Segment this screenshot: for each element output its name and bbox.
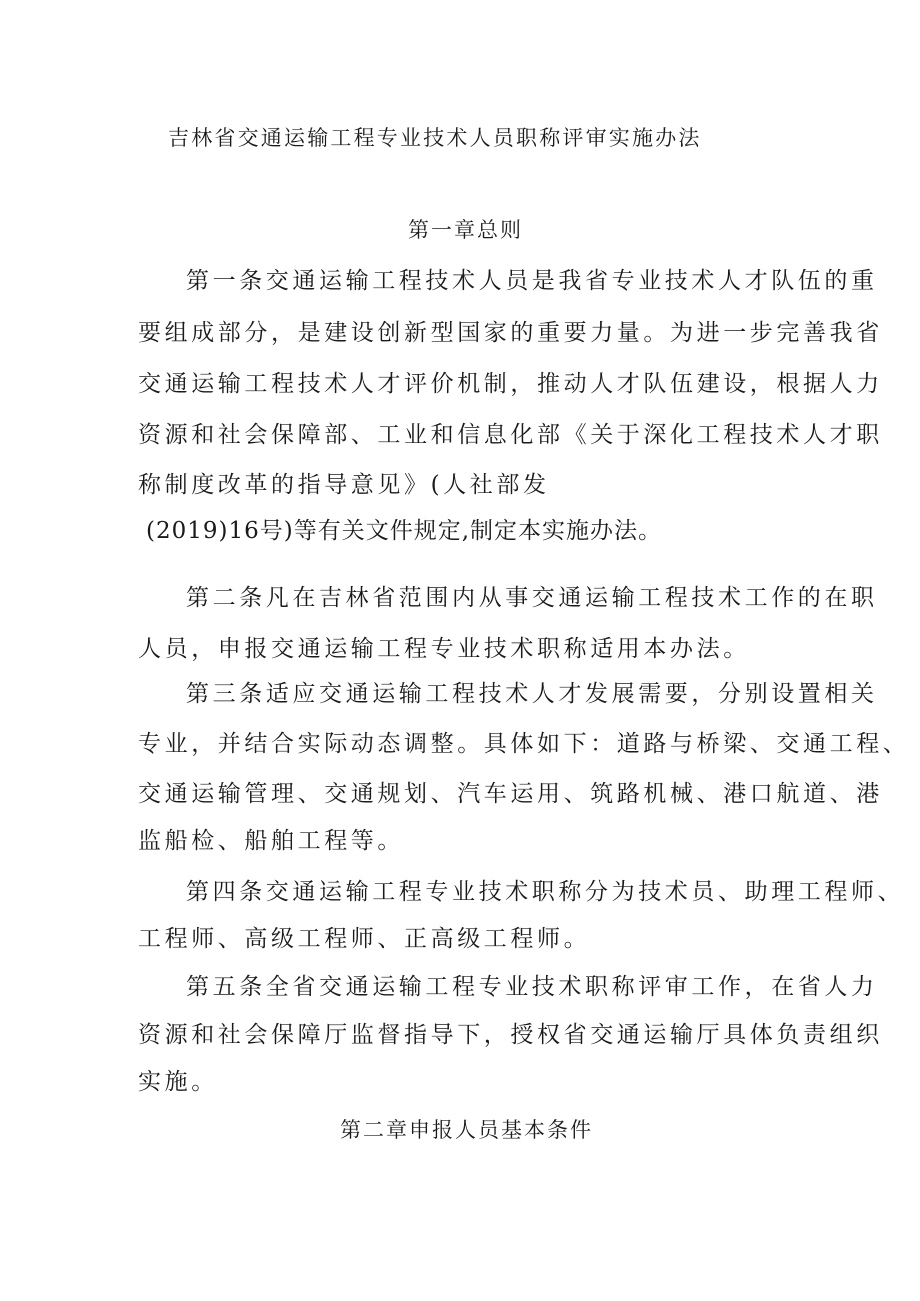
article-5-line-2: 资源和社会保障厅监督指导下，授权省交通运输厅具体负责组织 bbox=[138, 1022, 883, 1048]
article-2-line-1: 第二条凡在吉林省范围内从事交通运输工程技术工作的在职 bbox=[186, 585, 878, 611]
article-1-line-1: 第一条交通运输工程技术人员是我省专业技术人才队伍的重 bbox=[186, 268, 878, 294]
article-3-line-2: 专业，并结合实际动态调整。具体如下：道路与桥梁、交通工程、 bbox=[138, 731, 910, 757]
article-1-line-6: (2019)16号)等有关文件规定,制定本实施办法。 bbox=[146, 518, 663, 544]
chapter-1-heading: 第一章总则 bbox=[408, 218, 523, 242]
article-3-line-3: 交通运输管理、交通规划、汽车运用、筑路机械、港口航道、港 bbox=[138, 781, 883, 807]
article-1-line-5: 称制度改革的指导意见》(人社部发 bbox=[138, 472, 550, 498]
article-4-line-2: 工程师、高级工程师、正高级工程师。 bbox=[138, 926, 591, 952]
article-5-line-1: 第五条全省交通运输工程专业技术职称评审工作，在省人力 bbox=[186, 974, 878, 1000]
article-3-line-4: 监船检、船舶工程等。 bbox=[138, 828, 404, 854]
article-2-line-2: 人员，申报交通运输工程专业技术职称适用本办法。 bbox=[138, 636, 750, 662]
article-1-line-2: 要组成部分，是建设创新型国家的重要力量。为进一步完善我省 bbox=[138, 320, 883, 346]
article-3-line-1: 第三条适应交通运输工程技术人才发展需要，分别设置相关 bbox=[186, 681, 878, 707]
chapter-2-heading: 第二章申报人员基本条件 bbox=[340, 1118, 593, 1142]
article-4-line-1: 第四条交通运输工程专业技术职称分为技术员、助理工程师、 bbox=[186, 879, 905, 905]
article-5-line-3: 实施。 bbox=[138, 1069, 218, 1095]
article-1-line-4: 资源和社会保障部、工业和信息化部《关于深化工程技术人才职 bbox=[138, 422, 883, 448]
document-title: 吉林省交通运输工程专业技术人员职称评审实施办法 bbox=[168, 126, 702, 150]
article-1-line-3: 交通运输工程技术人才评价机制，推动人才队伍建设，根据人力 bbox=[138, 371, 883, 397]
